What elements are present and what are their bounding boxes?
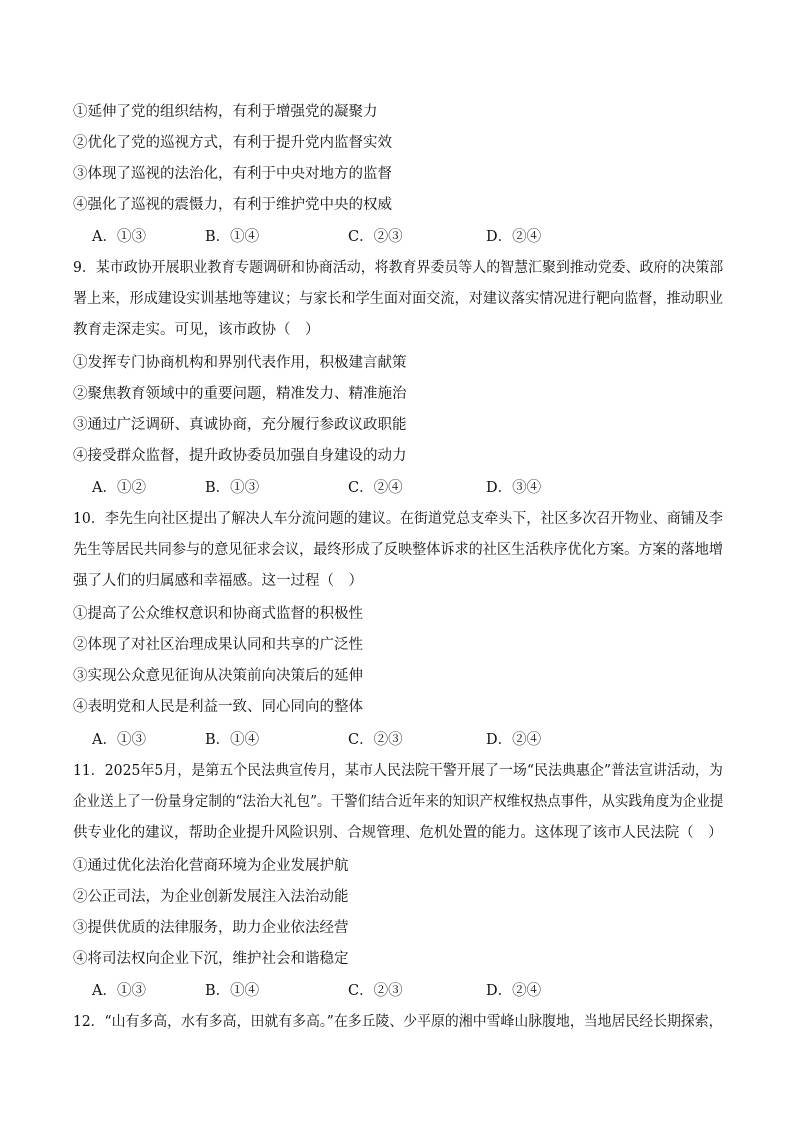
q9-stem-line-3: 教育走深走实。可见，该市政协（ ） — [73, 322, 320, 338]
q9-stem-line-2: 署上来，形成建设实训基地等建议；与家长和学生面对面交流，对建议落实情况进行靶向监督，推动职业 — [73, 291, 723, 307]
q11-option-a[interactable]: A．①③ — [92, 983, 146, 999]
q10-choice-2: ②体现了对社区治理成果认同和共享的广泛性 — [73, 637, 363, 653]
q10-stem-line-3: 强了人们的归属感和幸福感。这一过程（ ） — [73, 573, 363, 589]
q10-option-c[interactable]: C．②③ — [348, 732, 403, 748]
q11-stem-line-3: 供专业化的建议，帮助企业提升风险识别、合规管理、危机处置的能力。这体现了该市人民法院（ ） — [73, 825, 723, 841]
q11-stem-line-2: 企业送上了一份量身定制的“法治大礼包”。干警们结合近年来的知识产权维权热点事件，从实践角度为企业提 — [73, 794, 724, 810]
q11-choice-3: ③提供优质的法律服务，助力企业依法经营 — [73, 920, 349, 936]
q8-choice-4: ④强化了巡视的震慑力，有利于维护党中央的权威 — [73, 197, 392, 213]
q8-choice-3: ③体现了巡视的法治化，有利于中央对地方的监督 — [73, 166, 392, 182]
q10-option-a[interactable]: A．①③ — [92, 732, 146, 748]
q11-choice-2: ②公正司法，为企业创新发展注入法治动能 — [73, 889, 349, 905]
q11-option-b[interactable]: B．①④ — [205, 983, 260, 999]
q10-option-b[interactable]: B．①④ — [205, 732, 260, 748]
q11-option-c[interactable]: C．②③ — [348, 983, 403, 999]
q10-choice-4: ④表明党和人民是利益一致、同心同向的整体 — [73, 699, 363, 715]
q8-choice-1: ①延伸了党的组织结构，有利于增强党的凝聚力 — [73, 104, 378, 120]
q10-choice-1: ①提高了公众维权意识和协商式监督的积极性 — [73, 606, 363, 622]
q9-choice-3: ③通过广泛调研、真诚协商，充分履行参政议政职能 — [73, 417, 407, 433]
q10-stem-line-1: 10．李先生向社区提出了解决人车分流问题的建议。在街道党总支牵头下，社区多次召开物业、商铺及李 — [73, 511, 723, 527]
q11-options — [0, 982, 794, 1002]
q9-choice-4: ④接受群众监督，提升政协委员加强自身建设的动力 — [73, 448, 407, 464]
q8-option-d[interactable]: D．②④ — [486, 229, 542, 245]
q8-option-a[interactable]: A．①③ — [92, 229, 146, 245]
q11-choice-4: ④将司法权向企业下沉，维护社会和谐稳定 — [73, 951, 349, 967]
q10-stem-line-2: 先生等居民共同参与的意见征求会议，最终形成了反映整体诉求的社区生活秩序优化方案。方案的落地增 — [73, 542, 723, 558]
q12-stem-line-1: 12．“山有多高，水有多高，田就有多高。”在多丘陵、少平原的湘中雪峰山脉腹地，当地居民经长期探索， — [73, 1014, 723, 1030]
q9-option-a[interactable]: A．①② — [92, 480, 146, 496]
q8-option-b[interactable]: B．①④ — [205, 229, 260, 245]
q11-stem-line-1: 11．2025年5月，是第五个民法典宣传月，某市人民法院干警开展了一场“民法典惠企”普法宣讲活动，为 — [73, 763, 723, 779]
q8-choice-2: ②优化了党的巡视方式，有利于提升党内监督实效 — [73, 135, 392, 151]
q11-choice-1: ①通过优化法治化营商环境为企业发展护航 — [73, 858, 349, 874]
q10-options — [0, 731, 794, 751]
q9-choice-1: ①发挥专门协商机构和界别代表作用，积极建言献策 — [73, 355, 407, 371]
q9-option-c[interactable]: C．②④ — [348, 480, 403, 496]
q11-option-d[interactable]: D．②④ — [486, 983, 542, 999]
q9-stem-line-1: 9．某市政协开展职业教育专题调研和协商活动，将教育界委员等人的智慧汇聚到推动党委、政府的决策部 — [73, 260, 724, 276]
q8-option-c[interactable]: C．②③ — [348, 229, 403, 245]
q10-choice-3: ③实现公众意见征询从决策前向决策后的延伸 — [73, 668, 363, 684]
q8-options — [0, 228, 794, 248]
q9-choice-2: ②聚焦教育领域中的重要问题，精准发力、精准施治 — [73, 386, 407, 402]
q9-option-b[interactable]: B．①③ — [205, 480, 260, 496]
q9-option-d[interactable]: D．③④ — [486, 480, 542, 496]
q9-options — [0, 479, 794, 499]
q10-option-d[interactable]: D．②④ — [486, 732, 542, 748]
